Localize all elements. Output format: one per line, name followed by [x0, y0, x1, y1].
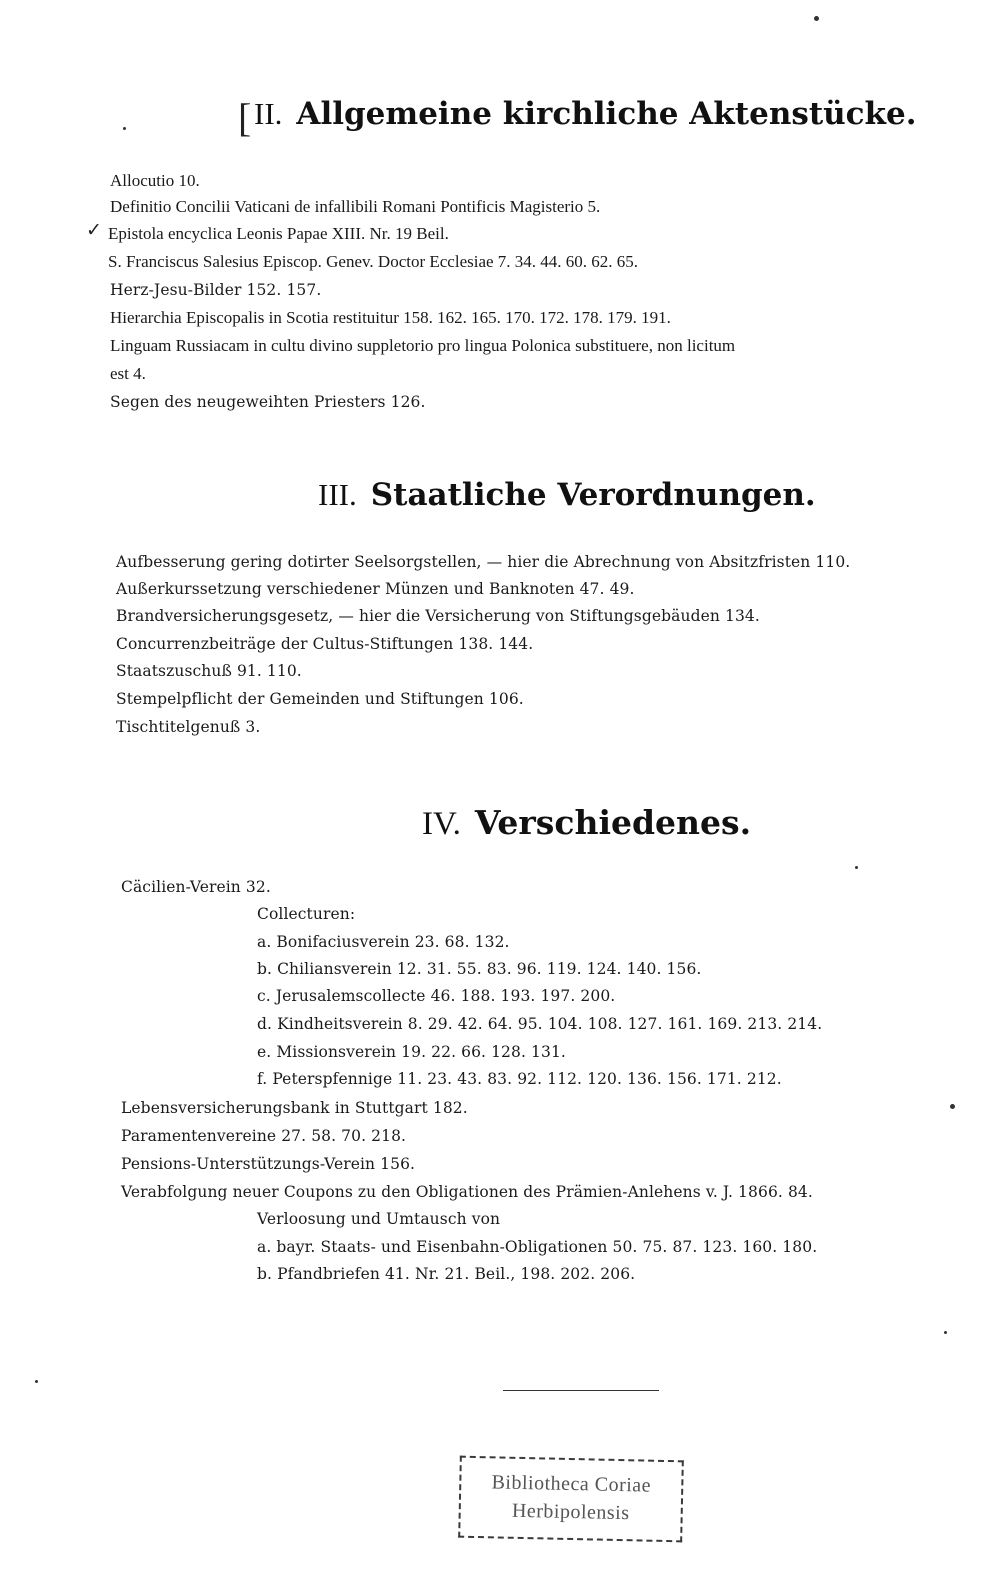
scan-speck — [814, 16, 819, 21]
section-number: IV. — [422, 806, 461, 842]
section-title: Allgemeine kirchliche Aktenstücke. — [296, 96, 917, 132]
scan-speck — [855, 866, 858, 869]
entry-line: Stempelpflicht der Gemeinden und Stiftungen 106. — [116, 690, 524, 708]
entry-line: Cäcilien-Verein 32. — [121, 878, 271, 896]
entry-line: Segen des neugeweihten Priesters 126. — [110, 393, 426, 411]
entry-line: Definitio Concilii Vaticani de infallibili Romani Pontificis Magisterio 5. — [110, 197, 601, 216]
closing-rule — [503, 1390, 659, 1391]
entry-line: d. Kindheitsverein 8. 29. 42. 64. 95. 104. 108. 127. 161. 169. 213. 214. — [257, 1015, 823, 1033]
section-heading-iv — [422, 803, 751, 843]
section-title: Verschiedenes. — [474, 803, 752, 842]
stamp-line: Herbipolensis — [511, 1499, 630, 1525]
scan-speck — [950, 1104, 955, 1109]
entry-line: Allocutio 10. — [110, 171, 200, 190]
section-number: II. — [254, 96, 283, 131]
entry-line: Pensions-Unterstützungs-Verein 156. — [121, 1155, 416, 1173]
entry-line: Epistola encyclica Leonis Papae XIII. Nr. 19 Beil. — [108, 224, 449, 243]
entry-line: a. Bonifaciusverein 23. 68. 132. — [257, 933, 510, 951]
entry-line: Concurrenzbeiträge der Cultus-Stiftungen 138. 144. — [116, 635, 534, 653]
entry-line: Hierarchia Episcopalis in Scotia restituitur 158. 162. 165. 170. 172. 178. 179. 191. — [110, 308, 671, 327]
entry-line: Paramentenvereine 27. 58. 70. 218. — [121, 1127, 407, 1145]
entry-line: Herz-Jesu-Bilder 152. 157. — [110, 281, 322, 299]
section-title: Staatliche Verordnungen. — [370, 477, 816, 513]
scan-speck — [944, 1331, 947, 1334]
entry-line: Collecturen: — [257, 905, 356, 923]
entry-line: Linguam Russiacam in cultu divino suppletorio pro lingua Polonica substituere, non licitum — [110, 336, 736, 355]
entry-line: est 4. — [110, 364, 146, 383]
stamp-line: Bibliotheca Coriae — [491, 1471, 652, 1497]
left-bracket-mark: [ — [238, 95, 252, 140]
entry-line: c. Jerusalemscollecte 46. 188. 193. 197. 200. — [257, 987, 616, 1005]
entry-line: Staatszuschuß 91. 110. — [116, 662, 302, 680]
entry-line: b. Chiliansverein 12. 31. 55. 83. 96. 119. 124. 140. 156. — [257, 960, 702, 978]
entry-line: Brandversicherungsgesetz, — hier die Versicherung von Stiftungsgebäuden 134. — [116, 607, 760, 625]
entry-line: S. Franciscus Salesius Episcop. Genev. Doctor Ecclesiae 7. 34. 44. 60. 62. 65. — [108, 252, 639, 271]
entry-line: e. Missionsverein 19. 22. 66. 128. 131. — [257, 1043, 566, 1061]
entry-line: Verabfolgung neuer Coupons zu den Obligationen des Prämien-Anlehens v. J. 1866. 84. — [121, 1183, 813, 1201]
entry-line: f. Peterspfennige 11. 23. 43. 83. 92. 112. 120. 136. 156. 171. 212. — [257, 1070, 782, 1088]
library-stamp — [458, 1456, 684, 1543]
entry-line: Außerkurssetzung verschiedener Münzen und Banknoten 47. 49. — [116, 580, 635, 598]
check-mark-icon: ✓ — [86, 220, 102, 241]
entry-line: Lebensversicherungsbank in Stuttgart 182. — [121, 1099, 468, 1117]
entry-line: b. Pfandbriefen 41. Nr. 21. Beil., 198. 202. 206. — [257, 1265, 636, 1283]
entry-line: Tischtitelgenuß 3. — [116, 718, 261, 736]
entry-line: Aufbesserung gering dotirter Seelsorgstellen, — hier die Abrechnung von Absitzfristen 110. — [116, 553, 851, 571]
section-heading-iii — [318, 477, 816, 513]
entry-line: Verloosung und Umtausch von — [257, 1210, 501, 1228]
section-heading-ii — [254, 96, 917, 132]
entry-line: a. bayr. Staats- und Eisenbahn-Obligationen 50. 75. 87. 123. 160. 180. — [257, 1238, 818, 1256]
section-number: III. — [318, 477, 357, 512]
scan-speck — [35, 1380, 38, 1383]
scan-speck — [123, 127, 126, 130]
